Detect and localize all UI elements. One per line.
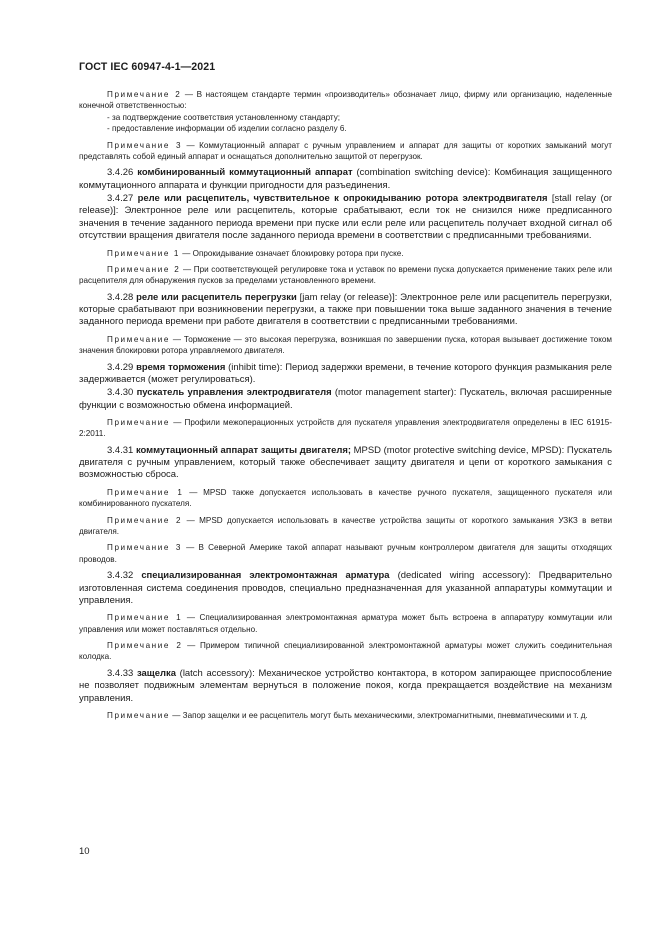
term-number: 3.4.31 (107, 444, 134, 456)
term-name: коммутационный аппарат защиты двигателя; (135, 444, 351, 456)
note-text: — Коммутационный аппарат с ручным управлением и аппарат для защиты от коротких замыканий могут представлять собой единый аппарат и оснащаться дополнительно защитой от перегрузок. (79, 140, 612, 162)
term-number: 3.4.27 (107, 193, 134, 205)
note-prefix: Примечание 2 (107, 641, 183, 651)
term-definition (79, 668, 612, 705)
term-definition (79, 570, 612, 607)
term-number: 3.4.30 (107, 387, 134, 399)
term-name: реле или расцепитель, чувствительное к опрокидыванию ротора электродвигателя (137, 193, 548, 205)
term-text: (inhibit time): Период задержки времени, в течение которого функция размыкания реле задерживается (может регулироваться). (79, 361, 612, 385)
note-text: — Запор защелки и ее расцепитель могут быть механическими, электромагнитными, пневматическими и т. д. (170, 710, 588, 720)
term-number: 3.4.28 (107, 291, 134, 303)
term-number: 3.4.26 (107, 167, 134, 179)
term-text: [jam relay (or release)]: Электронное реле или расцепитель перегрузки, которые срабатывают при возникновении перегрузки, а также при повышении тока выше заданного значения в течение заданного периода времени при работе двигателя в соответствии с предписанными требованиями. (79, 291, 612, 328)
note-prefix: Примечание 1 (107, 248, 181, 258)
list-item: - предоставление информации об изделии согласно разделу 6. (107, 124, 347, 134)
note-paragraph (79, 248, 612, 259)
note-paragraph (79, 264, 612, 287)
note-paragraph (79, 612, 612, 635)
note-text: — В настоящем стандарте термин «производитель» обозначает лицо, фирму или организацию, наделенные конечной ответственностью: (79, 90, 612, 111)
term-name: специализированная электромонтажная арматура (141, 570, 390, 582)
term-definition (79, 362, 612, 387)
note-paragraph (79, 640, 612, 663)
note-text: — MPSD также допускается использовать в качестве ручного пускателя, защищенного пускателя или комбинированного пускателя. (79, 487, 612, 509)
term-definition (79, 193, 612, 242)
note-text: — При соответствующей регулировке тока и уставок по времени пуска допускается применение таких реле или расцепителя для обнаружения пусков за пределами установленного времени. (79, 264, 612, 286)
note-text: — Специализированная электромонтажная арматура может быть встроена в аппаратуру коммутации или управления или может поставляться отдельно. (79, 613, 612, 634)
note-prefix: Примечание 2 (107, 90, 182, 99)
term-number: 3.4.32 (107, 570, 134, 582)
note-paragraph (79, 710, 612, 721)
list-item: - за подтверждение соответствия установленному стандарту; (107, 112, 341, 122)
term-text: (motor management starter): Пускатель, включая расширенные функции с возможностью обмена информацией. (79, 387, 613, 411)
page-number: 10 (79, 846, 90, 857)
term-definition (79, 292, 612, 329)
note-prefix: Примечание 1 (107, 487, 184, 497)
note-prefix: Примечание 3 (107, 543, 182, 553)
term-definition (79, 387, 612, 412)
note-text: — Опрокидывание означает блокировку ротора при пуске. (180, 248, 404, 258)
term-text: (combination switching device): Комбинация защищенного коммутационного аппарата и функции пригодности для разъединения. (79, 167, 613, 191)
note-paragraph (79, 487, 612, 510)
note-text: — В Северной Америке такой аппарат называют ручным контроллером двигателя для защиты отходящих проводов. (79, 543, 612, 564)
term-text: (latch accessory): Механическое устройство контактора, в котором запирающее приспособление не позволяет подвижным элементам вернуться в положение покоя, когда прекращается воздействие на механизм управления. (79, 667, 612, 704)
term-text: [stall relay (or release)]: Электронное реле или расцепитель, которые срабатывают, если ток не снизился ниже предписанного значения в течение заданного периода времени при пуске или если реле или расцепитель получает входной сигнал об отсутствии вращения двигателя после заданного периода времени в соответствии с предписанными требованиями. (79, 193, 613, 242)
term-name: комбинированный коммутационный аппарат (137, 167, 353, 179)
term-name: время торможения (136, 361, 226, 373)
note-prefix: Примечание 1 (107, 613, 183, 623)
note-prefix: Примечание (107, 417, 171, 427)
note-prefix: Примечание (107, 334, 171, 344)
note-paragraph (79, 417, 612, 440)
term-number: 3.4.29 (107, 361, 134, 373)
term-definition (79, 167, 612, 192)
note-prefix: Примечание 2 (107, 264, 181, 274)
note-prefix: Примечание (107, 710, 171, 720)
term-name: реле или расцепитель перегрузки (136, 291, 297, 303)
document-header: ГОСТ IEC 60947-4-1—2021 (79, 61, 216, 73)
note-paragraph (79, 515, 612, 538)
term-text: MPSD (motor protective switching device, MPSD): Пускатель двигателя с ручным управлением, который также обеспечивает защиту двигателя и цепи от короткого замыкания с возможностью сброса. (79, 444, 612, 481)
note-paragraph (79, 89, 612, 135)
document-body (79, 89, 612, 726)
term-definition (79, 445, 612, 482)
note-text: — Торможение — это высокая перегрузка, возникшая по завершении пуска, которая вызывает достижение током значения блокировки ротора управляемого двигателя. (79, 334, 612, 356)
term-number: 3.4.33 (107, 667, 134, 679)
note-text: — MPSD допускается использовать в качестве устройства защиты от короткого замыкания УЗКЗ в ветви двигателя. (79, 515, 612, 536)
note-paragraph (79, 334, 612, 357)
note-text: — Примером типичной специализированной электромонтажной арматуры может служить соединительная колодка. (79, 641, 612, 662)
term-name: защелка (136, 667, 176, 679)
note-prefix: Примечание 3 (107, 140, 183, 150)
term-text: (dedicated wiring accessory): Предварительно изготовленная система соединения проводов, специально предназначенная для указанной аппаратуры коммутации и управления. (79, 570, 613, 606)
note-prefix: Примечание 2 (107, 515, 183, 525)
note-paragraph (79, 542, 612, 565)
term-name: пускатель управления электродвигателя (136, 387, 332, 399)
note-text: — Профили межоперационных устройств для пускателя управления электродвигателя определены в IEC 61915-2:2011. (79, 417, 612, 439)
note-paragraph (79, 140, 612, 163)
